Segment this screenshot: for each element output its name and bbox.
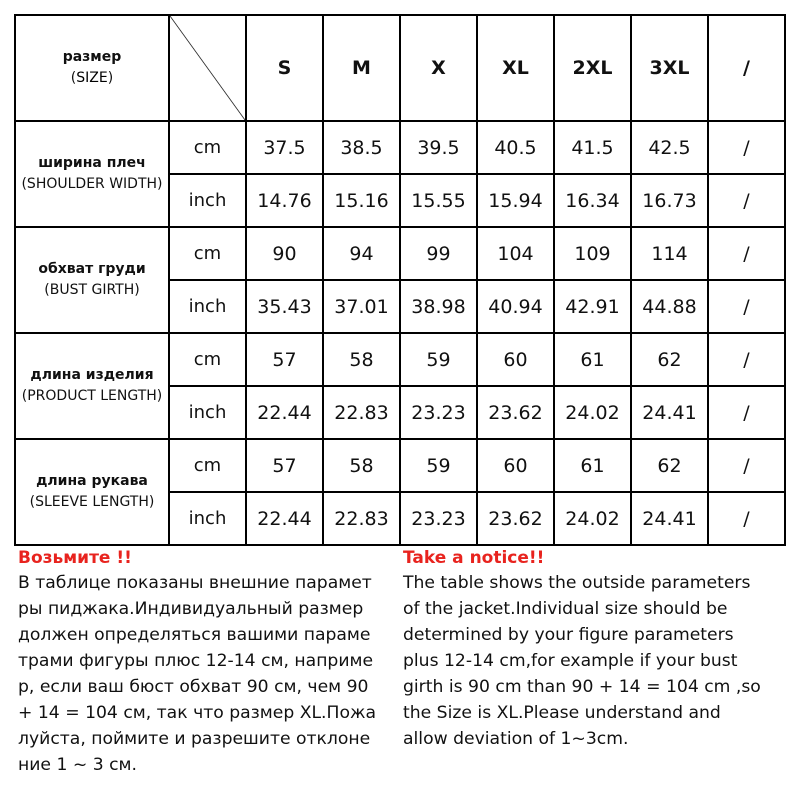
- value-cell: 104: [477, 227, 554, 280]
- paren-close: ): [107, 70, 114, 86]
- size-corner-cell: [15, 15, 169, 121]
- value-cell: 38.98: [400, 280, 477, 333]
- value-cell: 23.62: [477, 492, 554, 545]
- notice-russian: [18, 546, 396, 778]
- measurement-label-en: (PRODUCT LENGTH): [21, 388, 163, 404]
- measurement-label-ru: ширина плеч: [38, 155, 146, 171]
- notice-ru-title: Возьмите !!: [18, 548, 132, 568]
- measurement-label-en: (BUST GIRTH): [44, 282, 140, 298]
- value-cell: 14.76: [246, 174, 323, 227]
- unit-cell: inch: [169, 174, 246, 227]
- value-cell: 99: [400, 227, 477, 280]
- value-cell: /: [708, 174, 785, 227]
- value-cell: 114: [631, 227, 708, 280]
- value-cell: 40.94: [477, 280, 554, 333]
- value-cell: 23.23: [400, 386, 477, 439]
- size-word: SIZE: [76, 70, 108, 86]
- value-cell: 60: [477, 333, 554, 386]
- value-cell: 62: [631, 439, 708, 492]
- value-cell: 15.94: [477, 174, 554, 227]
- unit-cell: inch: [169, 386, 246, 439]
- value-cell: 109: [554, 227, 631, 280]
- value-cell: 22.83: [323, 386, 400, 439]
- value-cell: 57: [246, 439, 323, 492]
- size-label-ru: размер: [62, 49, 122, 65]
- measurement-label-ru: длина рукава: [36, 473, 148, 489]
- size-grid: [14, 14, 786, 546]
- value-cell: 24.41: [631, 492, 708, 545]
- size-chart-table: [14, 14, 786, 546]
- value-cell: 22.44: [246, 386, 323, 439]
- value-cell: /: [708, 121, 785, 174]
- value-cell: 38.5: [323, 121, 400, 174]
- value-cell: 23.23: [400, 492, 477, 545]
- table-row: [15, 333, 785, 386]
- value-cell: 39.5: [400, 121, 477, 174]
- table-row: [15, 439, 785, 492]
- value-cell: /: [708, 280, 785, 333]
- value-cell: 42.5: [631, 121, 708, 174]
- measurement-label-en: (SLEEVE LENGTH): [29, 494, 155, 510]
- unit-cell: cm: [169, 121, 246, 174]
- value-cell: /: [708, 227, 785, 280]
- value-cell: 24.41: [631, 386, 708, 439]
- header-row: [15, 15, 785, 121]
- unit-cell: cm: [169, 227, 246, 280]
- measurement-label-cell: [15, 333, 169, 439]
- notice-en-line: of the jacket.Individual size should be: [403, 599, 728, 619]
- value-cell: 15.16: [323, 174, 400, 227]
- value-cell: 22.44: [246, 492, 323, 545]
- diagonal-divider-cell: [169, 15, 246, 121]
- notice-ru-line: В таблице показаны внешние парамет: [18, 573, 372, 593]
- value-cell: /: [708, 333, 785, 386]
- measurement-label-en: (SHOULDER WIDTH): [21, 176, 163, 192]
- unit-cell: cm: [169, 333, 246, 386]
- value-cell: 61: [554, 439, 631, 492]
- size-header-cell: 3XL: [631, 15, 708, 121]
- value-cell: 61: [554, 333, 631, 386]
- value-cell: /: [708, 386, 785, 439]
- value-cell: 24.02: [554, 492, 631, 545]
- value-cell: 41.5: [554, 121, 631, 174]
- notice-ru-line: луйста, поймите и разрешите отклоне: [18, 729, 371, 749]
- notice-en-line: allow deviation of 1~3cm.: [403, 729, 629, 749]
- size-label-en: [16, 68, 168, 89]
- table-row: [15, 121, 785, 174]
- measurement-label-cell: [15, 121, 169, 227]
- notice-en-line: plus 12-14 cm,for example if your bust: [403, 651, 738, 671]
- value-cell: /: [708, 492, 785, 545]
- value-cell: 37.01: [323, 280, 400, 333]
- notice-ru-line: + 14 = 104 см, так что размер XL.Пожа: [18, 703, 376, 723]
- value-cell: 15.55: [400, 174, 477, 227]
- unit-cell: inch: [169, 280, 246, 333]
- size-header-cell: S: [246, 15, 323, 121]
- value-cell: 16.73: [631, 174, 708, 227]
- measurement-label-ru: длина изделия: [30, 367, 154, 383]
- value-cell: 37.5: [246, 121, 323, 174]
- notice-en-line: the Size is XL.Please understand and: [403, 703, 721, 723]
- value-cell: 59: [400, 439, 477, 492]
- notice-en-line: determined by your figure parameters: [403, 625, 734, 645]
- value-cell: 16.34: [554, 174, 631, 227]
- value-cell: /: [708, 439, 785, 492]
- value-cell: 57: [246, 333, 323, 386]
- table-row: [15, 227, 785, 280]
- paren-open: (: [70, 70, 77, 86]
- size-header-cell: X: [400, 15, 477, 121]
- value-cell: 24.02: [554, 386, 631, 439]
- value-cell: 40.5: [477, 121, 554, 174]
- size-header-cell: XL: [477, 15, 554, 121]
- value-cell: 42.91: [554, 280, 631, 333]
- value-cell: 58: [323, 439, 400, 492]
- size-header-cell: M: [323, 15, 400, 121]
- value-cell: 94: [323, 227, 400, 280]
- notice-ru-line: р, если ваш бюст обхват 90 см, чем 90: [18, 677, 369, 697]
- value-cell: 23.62: [477, 386, 554, 439]
- value-cell: 59: [400, 333, 477, 386]
- size-header-cell: /: [708, 15, 785, 121]
- measurement-label-cell: [15, 227, 169, 333]
- value-cell: 60: [477, 439, 554, 492]
- notice-ru-line: трами фигуры плюс 12-14 см, наприме: [18, 651, 374, 671]
- notice-ru-line: ние 1 ~ 3 см.: [18, 755, 137, 775]
- notice-ru-line: ры пиджака.Индивидуальный размер: [18, 599, 364, 619]
- value-cell: 58: [323, 333, 400, 386]
- value-cell: 35.43: [246, 280, 323, 333]
- value-cell: 44.88: [631, 280, 708, 333]
- notice-en-line: The table shows the outside parameters: [403, 573, 751, 593]
- measurement-label-ru: обхват груди: [38, 261, 146, 277]
- value-cell: 90: [246, 227, 323, 280]
- measurement-label-cell: [15, 439, 169, 545]
- unit-cell: inch: [169, 492, 246, 545]
- value-cell: 62: [631, 333, 708, 386]
- notice-en-title: Take a notice!!: [403, 548, 545, 568]
- notice-ru-line: должен определяться вашими параме: [18, 625, 371, 645]
- notice-english: [403, 546, 781, 752]
- value-cell: 22.83: [323, 492, 400, 545]
- notice-en-line: girth is 90 cm than 90 + 14 = 104 cm ,so: [403, 677, 761, 697]
- unit-cell: cm: [169, 439, 246, 492]
- size-header-cell: 2XL: [554, 15, 631, 121]
